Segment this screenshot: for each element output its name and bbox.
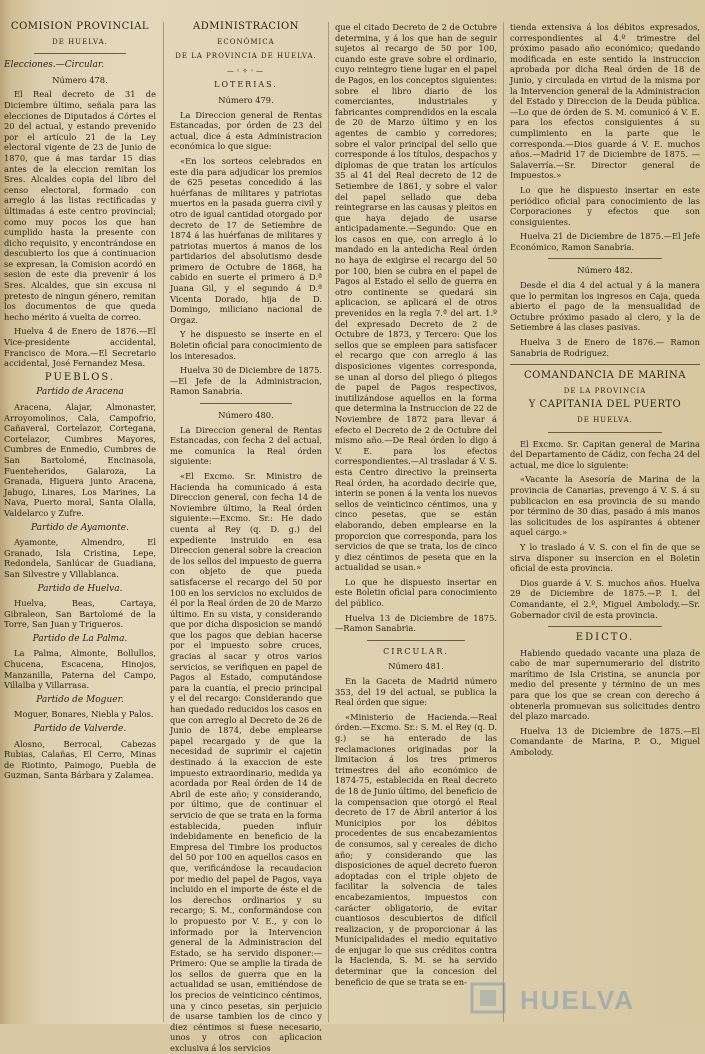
paragraph: Desde el dia 4 del actual y á la manera que lo permitan los ingresos en Caja, queda abierto el pago de la mensualidad de Octubre próximo pasado al clero, y la de Setiembre á las clases pasivas. bbox=[510, 280, 700, 333]
watermark-logo-icon bbox=[468, 980, 508, 1016]
paragraph: Y he dispuesto se inserte en el Boletin oficial para conocimiento de los interesados. bbox=[170, 329, 322, 361]
column-divider bbox=[163, 22, 164, 1022]
paragraph: Huelva 13 de Diciembre de 1875. —Ramon Sanabria. bbox=[335, 612, 497, 634]
paragraph: La Direccion general de Rentas Estancadas, con fecha 2 del actual, me comunica la Real órden siguiente: bbox=[170, 424, 322, 467]
column-2 bbox=[170, 21, 322, 1054]
paragraph: Huelva 30 de Diciembre de 1875. —El Jefe de la Administracion, Ramon Sanabria. bbox=[170, 365, 322, 397]
partido-heading: Partido de La Palma. bbox=[32, 633, 128, 644]
paragraph: Lo que he dispuesto insertar en este periódico oficial para conocimiento de las Corporaciones y efectos que son consiguientes. bbox=[510, 184, 700, 227]
paragraph: «Ministerio de Hacienda.—Real órden.—Excmo. Sr.: S. M. el Rey (q. D. g.) se ha enterado de las reclamaciones originadas por la limitacion á los tres primeros trimestres del año económico de 1874-75, establecida en Real decreto de 18 de Junio último, del beneficio de la compensacion que otorgó el Real decreto de 17 de Abril anterior á los Municipios por los débitos procedentes de sus encabezamientos de consumos, sal y cereales de dicho año; y considerando que las disposiciones de aquel decreto fueron adoptadas con el triple objeto de facilitar la solvencia de tales encabezamientos, impuestos con carácter obligatorio, de evitar cuantiosos descubiertos de difícil realizacion, y de proporcionar á las Municipalidades el medio equitativo de enjugar lo que sus créditos contra la Hacienda, S. M. se ha servido determinar que la concesion del beneficio de que se trata se en- bbox=[335, 711, 498, 987]
paragraph: Dios guarde á V. S. muchos años. Huelva 29 de Diciembre de 1875.—P. I. del Comandante, el 2.º, Miguel Ambolody.—Sr. Gobernador civil de esta provincia. bbox=[510, 577, 700, 620]
paragraph: Y lo traslado á V. S. con el fin de que se sirva disponer su insercion en el Boletin oficial de esta provincia. bbox=[510, 541, 700, 574]
section-head: Y CAPITANIA DEL PUERTO bbox=[528, 399, 682, 411]
section-sub: DE HUELVA. bbox=[52, 37, 108, 46]
partido-heading: Partido de Huelva. bbox=[37, 583, 123, 594]
rule bbox=[200, 403, 291, 404]
partido-heading: Partido de Moguer. bbox=[36, 694, 124, 705]
paragraph: Huelva 3 de Enero de 1876.— Ramon Sanabria de Rodriguez. bbox=[510, 337, 700, 358]
partido-list: Moguer, Bonares, Niebla y Palos. bbox=[14, 709, 154, 720]
partido-heading: Partido de Aracena bbox=[36, 387, 124, 398]
paragraph: Huelva 21 de Diciembre de 1875.—El Jefe Económico, Ramon Sanabria. bbox=[510, 231, 700, 252]
partido-list: Ayamonte, Almendro, El Granado, Isla Cristina, Lepe, Redondela, Sanlúcar de Guadiana, San Silvestre y Villablanca. bbox=[4, 537, 156, 579]
partido-heading: Partido de Ayamonte. bbox=[31, 522, 129, 533]
column-divider bbox=[328, 22, 329, 1022]
paragraph: tienda extensiva á los débitos expresados, correspondientes al 4.º trimestre del próximo pasado año económico; quedando modificada en este sentido la instruccion aprobada por dicha Real órden de 18 de Junio, y circulada en virtud de la misma por la Intervencion general de la Administracion del Estado y Direccion de la Deuda pública.—Lo que de órden de S. M. comunicó á V. E. para los efectos consiguientes á su cumplimiento en la parte que le corresponda.—Dios guarde á V. E. muchos años.—Madrid 17 de Diciembre de 1875. —Salaverría.—Sr. Director general de Impuestos.» bbox=[510, 22, 700, 181]
paragraph: En la Gaceta de Madrid número 353, del 19 del actual, se publica la Real órden que sigue: bbox=[335, 676, 497, 708]
partido-list: Alosno, Berrocal, Cabezas Rubias, Calañas, El Cerro, Minas de Riotinto, Paimogo, Puebla de Guzman, Santa Bárbara y Zalamea. bbox=[4, 738, 156, 781]
section-sub: DE LA PROVINCIA bbox=[563, 386, 647, 395]
notice-title: CIRCULAR. bbox=[383, 646, 449, 656]
section-sub: ECONÓMICA bbox=[217, 37, 275, 46]
ornament: —◦✧◦— bbox=[226, 66, 266, 75]
rule bbox=[367, 640, 464, 641]
paragraph: Habiendo quedado vacante una plaza de cabo de mar supernumerario del distrito marítimo de Isla Cristina, se anuncia por medio del presente y término de un mes para que los que se crean con derecho á obtenerla promuevan sus solicitudes dentro del plazo marcado. bbox=[510, 647, 700, 722]
paragraph: El Real decreto de 31 de Diciembre último, señala para las elecciones de Diputados á Córtes el 20 del actual, y estando prevenido por el artículo 21 de la Ley electoral vigente de 23 de Junio de 1870, que á mas tardar 15 dias antes de la eleccion remitan los Sres. Alcaldes copia del libro del censo electoral, formado con arreglo á las listas rectificadas y últimadas á este centro provincial; como muy pocos los que han cumplido hasta la presente con dicho requisito, y encontrándose en descubierto los que á continuacion se expresan, la Comision acordó en sesion de este dia prevenir á los Sres. Alcaldes, que sin excusa ni pretesto de ningun género, remitan los documentos de que queda hecho mérito á vuelta de correo. bbox=[4, 89, 156, 322]
rule bbox=[34, 53, 125, 54]
watermark-text: HUELVA bbox=[520, 985, 636, 1015]
rule bbox=[548, 432, 662, 433]
notice-number: Número 478. bbox=[52, 74, 108, 85]
paragraph: Huelva 13 de Diciembre de 1875.—El Comandante de Marina, P. O., Miguel Ambolody. bbox=[510, 725, 700, 758]
column-3 bbox=[335, 22, 497, 1018]
section-head: COMANDANCIA DE MARINA bbox=[524, 370, 686, 382]
notice-number: Número 479. bbox=[218, 94, 274, 105]
column-divider bbox=[503, 22, 504, 1022]
paragraph: «El Excmo. Sr. Ministro de Hacienda ha comunicado á esta Direccion general, con fecha 14 de Noviembre último, la Real órden siguiente:—Excmo. Sr.: He dado cuenta al Rey (q. D. g.) del expediente instruido en esa Direccion general sobre la creacion de los sellos del impuesto de guerra con objeto de que pueda satisfacerse el recargo del 50 por 100 en los servicios no excluidos de él por la Real órden de 20 de Marzo último. En su vista, y considerando que por dicha disposicion se mandó que los pagos que debian hacerse por el impuesto sobre cruces, gracias al sacar y otros varios servicios, se verifiquen en papel de Pagos al Estado, computándose para la cuantía, el precio principal y el del recargo: Considerando que han quedado reducidos los casos en que con arreglo al Decreto de 26 de Junio de 1874, debe emplearse papel recargado y de que la necesidad de suprimir el cajetin destinado á la exaccion de este impuesto extraordinario, medida ya acordada por Real órden de 14 de Abril de este año; y considerando, por último, que de continuar el servicio de que se trata en la forma establecida, pueden influir indebidamente en beneficio de la Empresa del Timbre los productos del 50 por 100 en aquellos casos en que, verificándose la recaudacion por medio del papel de Pagos, vaya incluido en el importe de éste el de los derechos ordinarios y su recargo; S. M., conformándose con lo propuesto por V. E., y con lo informado por la Intervencion general de la Administracion del Estado, se ha servido disponer:—Primero: Que se amplie la tirada de los sellos de guerra que en la actualidad se usan, emitiéndose de los precios de veinticinco céntimos, una y cinco pesetas, sin perjuicio de usarse tambien los de cinco y diez céntimos si fuese necesario, unos y otros con aplicacion exclusiva á los servicios bbox=[170, 470, 322, 1054]
section-head: ADMINISTRACION bbox=[193, 21, 299, 32]
rule bbox=[548, 258, 662, 259]
notice-title: Elecciones.—Circular. bbox=[4, 60, 105, 71]
section-sub: DE LA PROVINCIA DE HUELVA. bbox=[175, 52, 317, 61]
rule bbox=[510, 364, 700, 365]
rule bbox=[548, 626, 662, 627]
paragraph: La Direccion general de Rentas Estancadas, por órden de 23 del actual, dice á esta Administracion económica lo que sigue: bbox=[170, 109, 322, 152]
notice-number: Número 480. bbox=[218, 410, 274, 420]
paragraph: «En los sorteos celebrados en este dia para adjudicar los premios de 625 pesetas concedido á las huérfanas de militares y patriotas muertos en la pasada guerra civil y otro de igual cantidad otorgado por decreto de 17 de Setiembre de 1874 á las huérfanas de militares y patriotas muertos á manos de los partidarios del absolutismo desde primero de Octubre de 1868, ha cabido en suerte el primero á D.ª Juana Gil, y el segundo á D.ª Vicenta Dorado, hija de D. Domingo, miliciano nacional de Orgaz. bbox=[170, 155, 322, 325]
section-head: COMISION PROVINCIAL bbox=[10, 21, 150, 32]
paragraph: «Vacante la Asesoría de Marina de la provincia de Canarias, prevengo á V. S. á su publicacion en esa provincia de su mando por término de 30 dias, pasado á mis manos las solicitudes de los aspirantes á obtener aquel cargo.» bbox=[510, 474, 700, 538]
notice-title: EDICTO. bbox=[575, 632, 635, 644]
section-sub: DE HUELVA. bbox=[577, 416, 633, 424]
paragraph: El Excmo. Sr. Capitan general de Marina del Departamento de Cádiz, con fecha 24 del actual, me dice lo siguiente: bbox=[510, 438, 700, 470]
notice-title: LOTERIAS. bbox=[214, 80, 278, 90]
column-1 bbox=[4, 22, 156, 1018]
paragraph: Huelva 4 de Enero de 1876.—El Vice-presidente accidental, Francisco de Mora.—El Secretario accidental, José Fernandez Mesa. bbox=[4, 326, 156, 369]
partido-list: La Palma, Almonte, Bollullos, Chucena, Escacena, Hinojos, Manzanilla, Paterna del Campo, Villalba y Villarrasa. bbox=[4, 648, 156, 691]
partido-heading: Partido de Valverde. bbox=[33, 724, 127, 735]
notice-number: Número 482. bbox=[577, 265, 633, 276]
list-heading: PUEBLOS. bbox=[44, 371, 116, 383]
partido-list: Huelva, Beas, Cartaya, Gibraleon, San Bartolomé de la Torre, San Juan y Trigueros. bbox=[4, 598, 156, 630]
notice-number: Número 481. bbox=[388, 661, 444, 672]
paragraph: que el citado Decreto de 2 de Octubre determina, y á los que han de seguir sujetos al recargo de 50 por 100, cuando este grave sobre el ordinario, cuyo reintegro tiene lugar en el papel de Pagos, en los conceptos siguientes: sobre el libro diario de los comerciantes, industriales y fabricantes comprendidos en la escala de 20 de Marzo último y en los agentes de cambio y corredores; sobre el valor principal del sello que corresponde á los títulos, despachos y diplomas de que tratan los artículos 35 al 41 del Real decreto de 12 de Setiembre de 1861, y sobre el valor del papel sellado que deba reintegrarse en las causas y pleitos en que haya dejado de usarse anticipadamente.—Segundo: Que en los casos en que, con arreglo á lo mandado en la antedicha Real órden no haya de exigirse el recargo del 50 por 100, bien se cubra en el papel de Pagos al Estado el sello de guerra en otro continente se quedará sin aplicacion, se aplicará el de otros prevenidos en la regla 7.ª del art. 1.º del expresado Decreto de 2 de Octubre de 1873, y Tercero: Que los sellos que se empleen para satisfacer el recargo que con arreglo á las disposiciones vigentes corresponda, se unan al dorso del pliego ó pliegos de papel de Pagos respectivos, inutilizándose aquellos en la forma que determina la Instruccion de 22 de Noviembre de 1872 para llevar á efecto el Decreto de 2 de Octubre del mismo año.—De Real órden lo digo á V. E. para los efectos correspondientes.—Al trasladar á V. S. esta Centro directivo la preinserta Real órden, ha acordado decirle que, interin se ponen á la venta los nuevos sellos de veinticinco céntimos, una y cinco pesetas, que se están elaborando, deben emplearse en la proporcion que corresponda, para los servicios de que se trata, los de cinco y diez céntimos de peseta que en la actualidad se usan.» bbox=[335, 22, 497, 573]
paragraph: Lo que he dispuesto insertar en este Boletin oficial para conocimiento del público. bbox=[335, 576, 497, 609]
partido-list: Aracena, Alajar, Almonaster, Arroyomolinos, Cala, Campofrio, Cañaveral, Cortelazor, Cortegana, Cortelazor, Cumbres Mayores, Cumbres de Enmedio, Cumbres de San Bartolomé, Encinasola, Fuenteheridos, Galaroza, La Granada, Higuera junto Aracena, Jabugo, Linares, Los Marines, La Nava, Puerto moral, Santa Olalla, Valdelarco y Zufre. bbox=[4, 402, 156, 518]
column-4 bbox=[510, 22, 700, 1018]
